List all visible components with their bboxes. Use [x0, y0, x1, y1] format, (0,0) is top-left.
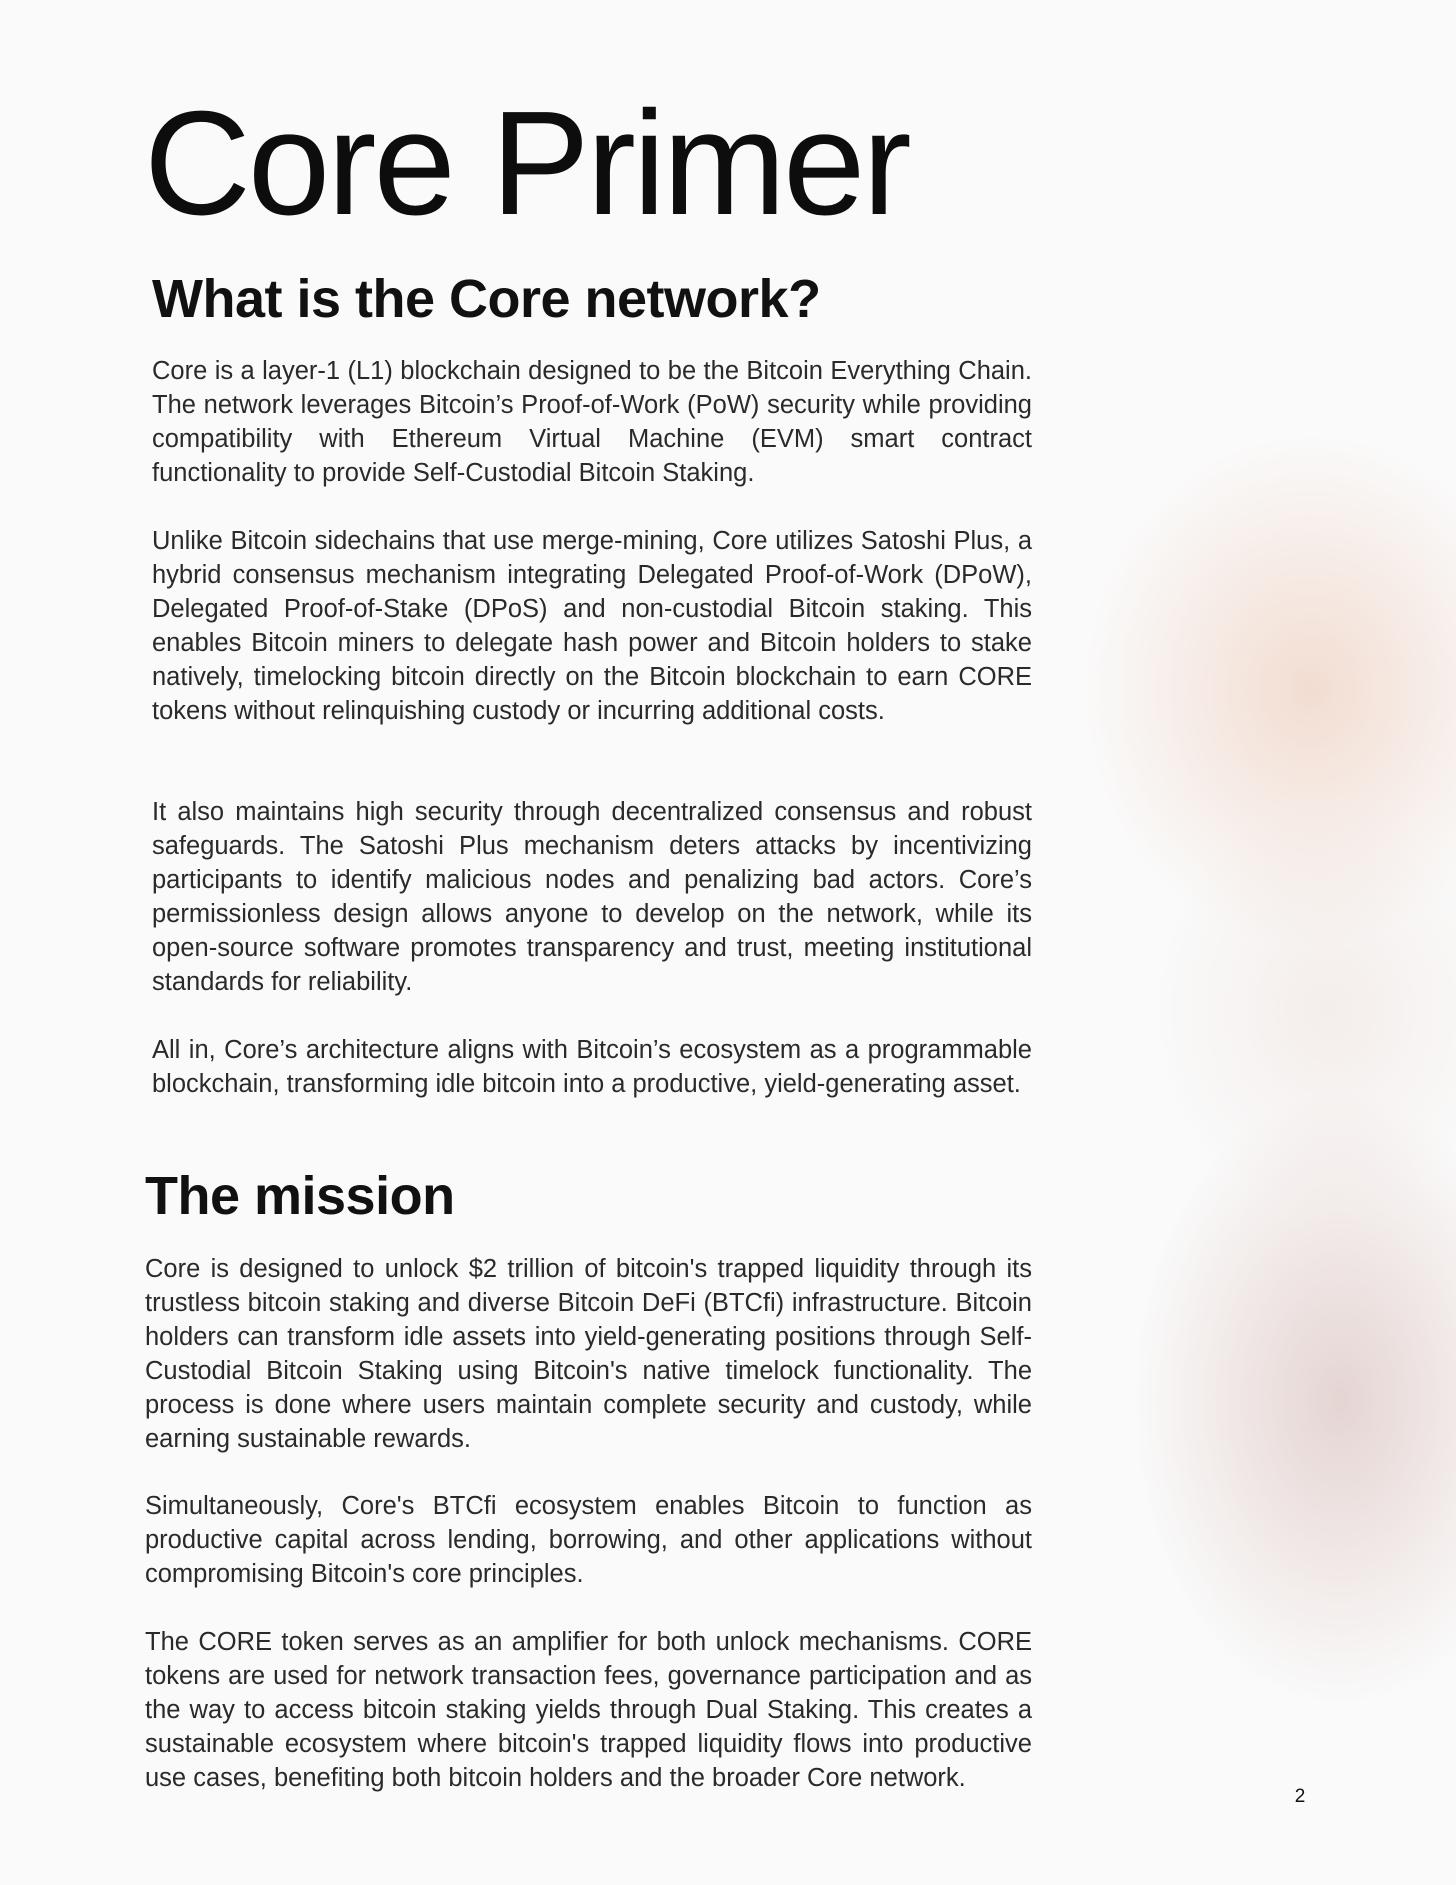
mission-paragraph: Core is designed to unlock $2 trillion of bitcoin's trapped liquidity through its trustless bitcoin staking and diverse Bitcoin DeFi (BTCfi) infrastructure. Bitcoin holders can transform idle assets into yield-generating positions through Self-Custodial Bitcoin Staking using Bitcoin's native timelock functionality. The process is done where users maintain complete security and custody, while earning sustainable rewards. — [145, 1255, 1032, 1453]
network-paragraph: Core is a layer-1 (L1) blockchain designed to be the Bitcoin Everything Chain. The network leverages Bitcoin’s Proof-of-Work (PoW) security while providing compatibility with Ethereum Virtual Machine (EVM) smart contract functionality to provide Self-Custodial Bitcoin Staking. — [152, 357, 1032, 487]
mission-section-heading: The mission — [145, 1166, 455, 1226]
decorative-gradient-bottom — [1130, 1090, 1456, 1710]
page-title: Core Primer — [144, 81, 909, 246]
mission-paragraph: Simultaneously, Core's BTCfi ecosystem enables Bitcoin to function as productive capital across lending, borrowing, and other applications without compromising Bitcoin's core principles. — [145, 1492, 1032, 1588]
decorative-gradient-middle — [1150, 800, 1456, 1220]
page-number: 2 — [1294, 1786, 1306, 1807]
decorative-gradient-top — [1080, 430, 1456, 950]
network-paragraph: All in, Core’s architecture aligns with Bitcoin’s ecosystem as a programmable blockchain, transforming idle bitcoin into a productive, yield-generating asset. — [152, 1036, 1032, 1098]
mission-paragraph: The CORE token serves as an amplifier for both unlock mechanisms. CORE tokens are used for network transaction fees, governance participation and as the way to access bitcoin staking yields through Dual Staking. This creates a sustainable ecosystem where bitcoin's trapped liquidity flows into productive use cases, benefiting both bitcoin holders and the broader Core network. — [145, 1628, 1032, 1792]
network-section-heading: What is the Core network? — [152, 269, 821, 329]
network-paragraph: It also maintains high security through decentralized consensus and robust safeguards. The Satoshi Plus mechanism deters attacks by incentivizing participants to identify malicious nodes and penalizing bad actors. Core’s permissionless design allows anyone to develop on the network, while its open-source software promotes transparency and trust, meeting institutional standards for reliability. — [152, 798, 1032, 996]
network-paragraph: Unlike Bitcoin sidechains that use merge-mining, Core utilizes Satoshi Plus, a hybrid consensus mechanism integrating Delegated Proof-of-Work (DPoW), Delegated Proof-of-Stake (DPoS) and non-custodial Bitcoin staking. This enables Bitcoin miners to delegate hash power and Bitcoin holders to stake natively, timelocking bitcoin directly on the Bitcoin blockchain to earn CORE tokens without relinquishing custody or incurring additional costs. — [152, 527, 1032, 725]
